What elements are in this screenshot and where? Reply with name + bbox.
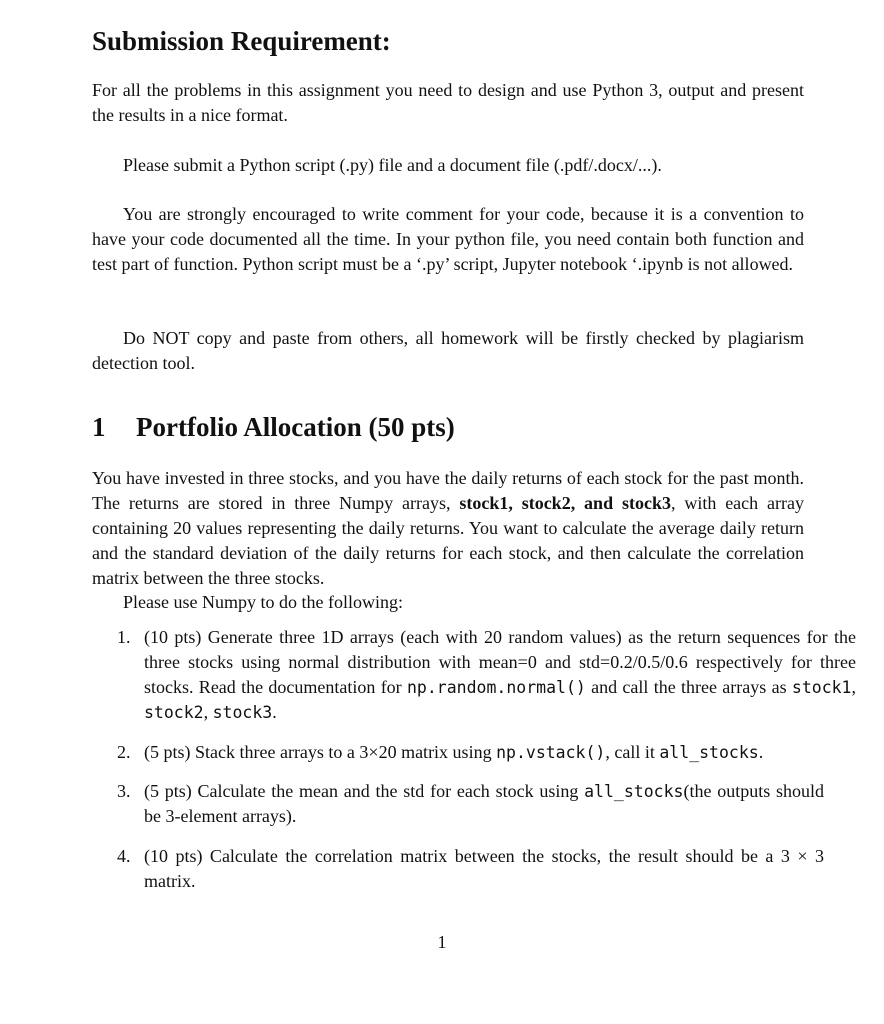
list-item-number: 3.: [117, 781, 131, 801]
section-title: Portfolio Allocation (50 pts): [136, 412, 455, 442]
section-instruction: Please use Numpy to do the following:: [123, 592, 403, 612]
section-text-bold: stock1, stock2, and stock3: [459, 493, 671, 513]
list-item-number: 4.: [117, 846, 131, 866]
section-paragraph: [92, 466, 804, 591]
list-item-text: (10 pts) Calculate the correlation matrix between the stocks, the result should be a 3 × 3 matrix.: [144, 846, 824, 891]
intro-paragraph-2: Please submit a Python script (.py) file and a document file (.pdf/.docx/...).: [123, 155, 662, 175]
list-item-text: (5 pts) Calculate the mean and the std for each stock using all_stocks(the outputs should be 3-element arrays).: [144, 781, 825, 826]
intro-paragraph-1: For all the problems in this assignment you need to design and use Python 3, output and present the results in a nice format.: [92, 80, 804, 125]
intro-paragraph-4: Do NOT copy and paste from others, all homework will be firstly checked by plagiarism detection tool.: [92, 328, 804, 373]
section-number: 1: [92, 412, 106, 442]
list-item: [117, 625, 856, 725]
section-heading: [92, 410, 455, 444]
section-text-b: , with each array containing 20 values representing the daily returns. You want to calculate the average daily return and the standard deviation of the daily returns for each stock, and then calculate the correlation matrix between the three stocks.: [92, 493, 804, 588]
list-item-text: (10 pts) Generate three 1D arrays (each with 20 random values) as the return sequences for the three stocks using normal distribution with mean=0 and std=0.2/0.5/0.6 respectively for three stocks. Read the documentation for np.random.normal() and call the three arrays as stock1, stock2, stock3.: [144, 627, 856, 722]
list-item-number: 2.: [117, 742, 131, 762]
intro-paragraph-3: You are strongly encouraged to write comment for your code, because it is a convention to have your code documented all the time. In your python file, you need contain both function and test part of function. Python script must be a ‘.py’ script, Jupyter notebook ‘.ipynb is not allowed.: [92, 204, 804, 274]
list-item-text: (5 pts) Stack three arrays to a 3×20 matrix using np.vstack(), call it all_stocks.: [144, 742, 764, 762]
list-item-number: 1.: [117, 627, 131, 647]
section-text-a: You have invested in three stocks, and you have the daily returns of each stock for the past month. The returns are stored in three Numpy arrays,: [92, 468, 804, 513]
list-item: [117, 779, 824, 829]
page-title: Submission Requirement:: [92, 26, 391, 56]
list-item: [117, 844, 824, 894]
page-number: 1: [437, 932, 447, 952]
list-item: [117, 740, 856, 765]
